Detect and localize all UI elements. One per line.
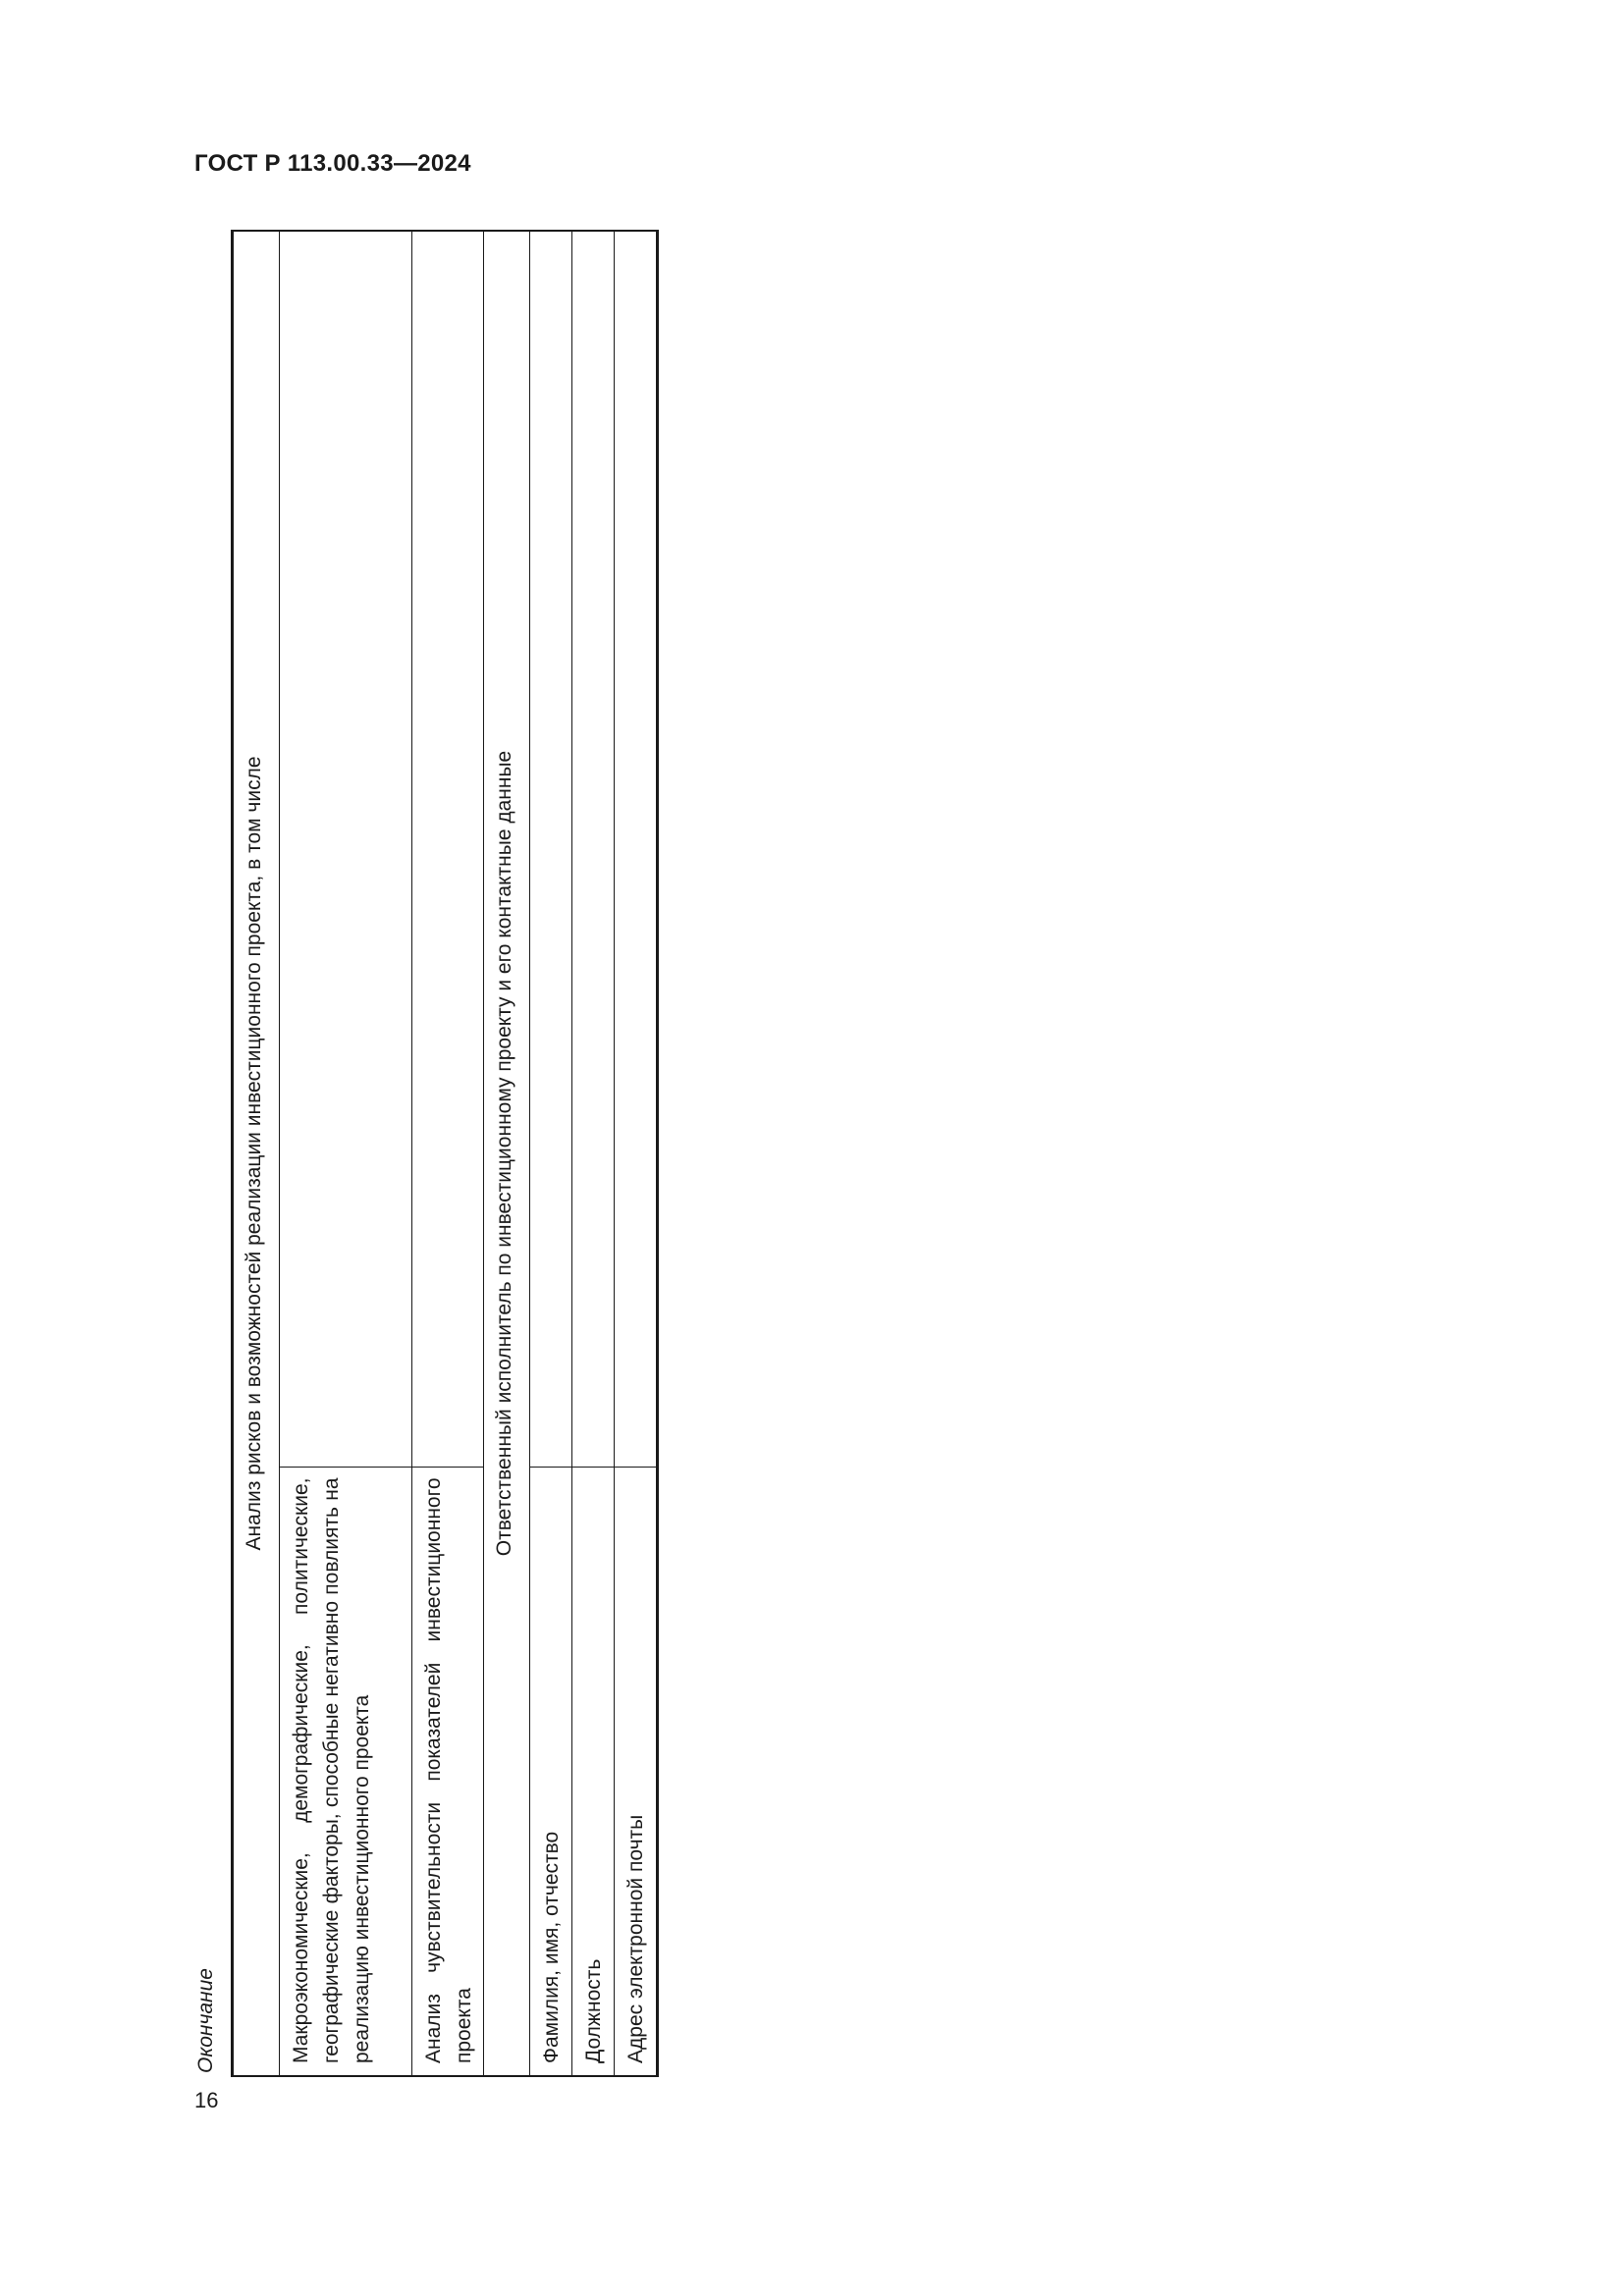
row-value-macro-factors[interactable] [280,231,412,1468]
table-row [572,231,615,2076]
row-label-position: Должность [572,1468,615,2076]
table-row [233,231,280,2076]
section-heading-contact: Ответственный исполнитель по инвестиционному проекту и его контактные данные [484,231,530,2076]
table-row [530,231,572,2076]
document-header-code: ГОСТ Р 113.00.33—2024 [194,150,471,177]
section-heading-risks: Анализ рисков и возможностей реализации инвестиционного проекта, в том числе [233,231,280,2076]
page-number: 16 [194,2088,219,2112]
form-table [231,230,659,2077]
table-caption: Окончание [194,1968,217,2073]
row-label-email: Адрес электронной почты [615,1468,658,2076]
table-row [615,231,658,2076]
row-value-position[interactable] [572,231,615,1468]
table-row [412,231,484,2076]
row-value-sensitivity[interactable] [412,231,484,1468]
table-row [484,231,530,2076]
row-value-email[interactable] [615,231,658,1468]
table-row [280,231,412,2076]
row-value-full-name[interactable] [530,231,572,1468]
row-label-full-name: Фамилия, имя, отчество [530,1468,572,2076]
rotated-table-block [191,232,702,2077]
row-label-macro-factors: Макроэкономические, демографические, политические, географические факторы, способные негативно повлиять на реализацию инвестиционного проекта [280,1468,412,2076]
row-label-sensitivity: Анализ чувствительности показателей инвестиционного проекта [412,1468,484,2076]
